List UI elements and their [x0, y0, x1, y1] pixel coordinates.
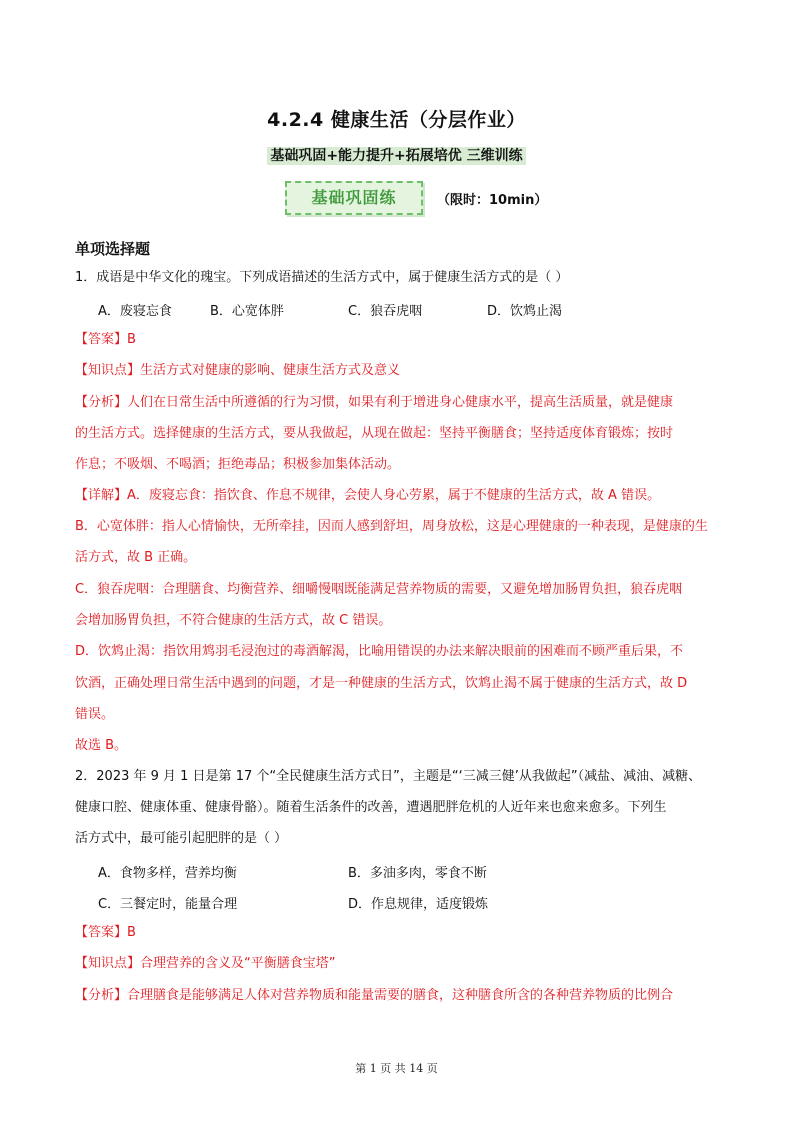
q2-answer: 【答案】B: [75, 925, 136, 940]
q1-detail-line: 会增加肠胃负担，不符合健康的生活方式，故 C 错误。: [75, 613, 392, 628]
detail-text: A．废寝忘食：指饮食、作息不规律，会使人身心劳累，属于不健康的生活方式，故 A 错误。: [127, 488, 661, 503]
section-title: 单项选择题: [75, 240, 151, 258]
q1-detail-line: 活方式，故 B 正确。: [75, 550, 197, 565]
analysis-label: 【分析】: [75, 395, 128, 410]
q1-option-b: B．心宽体胖: [210, 304, 284, 319]
q1-option-c: C．狼吞虎咽: [348, 304, 423, 319]
knowledge-text: 合理营养的含义及“平衡膳食宝塔”: [140, 956, 336, 971]
q2-option-a: A．食物多样，营养均衡: [98, 866, 237, 881]
q1-detail-line: C．狼吞虎咽：合理膳食、均衡营养、细嚼慢咽既能满足营养物质的需要，又避免增加肠胃负担，狼吞虎咽: [75, 582, 683, 597]
q1-detail-line: B．心宽体胖：指人心情愉快，无所牵挂，因而人感到舒坦，周身放松，这是心理健康的一种表现，是健康的生: [75, 519, 708, 534]
detail-label: 【详解】: [75, 488, 128, 503]
analysis-text: 合理膳食是能够满足人体对营养物质和能量需要的膳食，这种膳食所含的各种营养物质的比例合: [127, 988, 674, 1003]
time-limit: （限时：10min）: [437, 193, 548, 208]
q1-detail-line: [75, 487, 660, 505]
q1-option-d: D．饮鸩止渴: [487, 304, 563, 319]
q1-detail-line: 错误。: [75, 707, 115, 722]
q1-answer: 【答案】B: [75, 332, 136, 347]
q1-analysis-line: 的生活方式。选择健康的生活方式，要从我做起，从现在做起：坚持平衡膳食；坚持适度体育锻炼；按时: [75, 426, 674, 441]
subtitle-text: 基础巩固+能力提升+拓展培优 三维训练: [267, 147, 525, 165]
analysis-text: 人们在日常生活中所遵循的行为习惯，如果有利于增进身心健康水平，提高生活质量，就是健康: [127, 395, 674, 410]
q2-analysis-line: [75, 987, 673, 1005]
q2-option-b: B．多油多肉，零食不断: [348, 866, 487, 881]
q1-analysis-line: [75, 394, 673, 412]
q2-stem-line: 健康口腔、健康体重、健康骨骼）。随着生活条件的改善，遭遇肥胖危机的人近年来也愈来愈多。下列生: [75, 800, 667, 815]
knowledge-label: 【知识点】: [75, 363, 141, 378]
page-subtitle: [0, 145, 793, 165]
q2-option-c: C．三餐定时，能量合理: [98, 897, 238, 912]
page-footer: 第 1 页 共 14 页: [355, 1062, 438, 1075]
analysis-label: 【分析】: [75, 988, 128, 1003]
q1-detail-line: D．饮鸩止渴：指饮用鸩羽毛浸泡过的毒酒解渴，比喻用错误的办法来解决眼前的困难而不顾严重后果，不: [75, 644, 684, 659]
q2-stem-line: 活方式中，最可能引起肥胖的是（ ）: [75, 831, 288, 846]
q1-conclusion: 故选 B。: [75, 738, 128, 753]
page-title: 4.2.4 健康生活（分层作业）: [267, 109, 526, 131]
q1-option-a: A．废寝忘食: [98, 304, 172, 319]
q2-option-d: D．作息规律，适度锻炼: [348, 897, 489, 912]
section-header: [285, 181, 685, 219]
level-badge: 基础巩固练: [285, 181, 423, 215]
knowledge-label: 【知识点】: [75, 956, 141, 971]
knowledge-text: 生活方式对健康的影响、健康生活方式及意义: [140, 363, 401, 378]
q1-detail-line: 饮酒，正确处理日常生活中遇到的问题，才是一种健康的生活方式，饮鸩止渴不属于健康的生活方式，故 D: [75, 676, 688, 691]
q1-stem: 1．成语是中华文化的瑰宝。下列成语描述的生活方式中，属于健康生活方式的是（ ）: [75, 270, 569, 285]
q1-analysis-line: 作息；不吸烟、不喝酒；拒绝毒品；积极参加集体活动。: [75, 457, 401, 472]
q1-knowledge: [75, 362, 400, 380]
q2-stem-line: 2．2023 年 9 月 1 日是第 17 个“全民健康生活方式日”，主题是“‘三减三健’从我做起”（减盐、减油、减糖、: [75, 769, 702, 784]
q2-knowledge: [75, 955, 336, 973]
